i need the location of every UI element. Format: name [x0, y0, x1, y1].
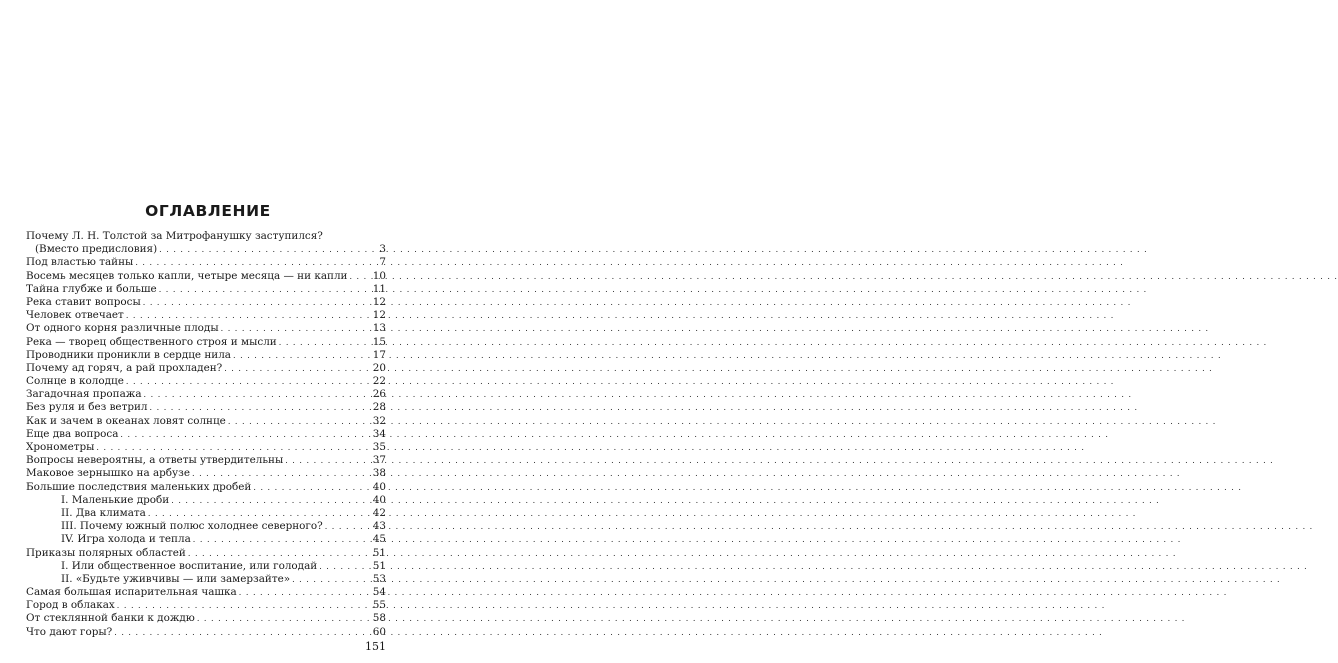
toc-entry-page: 15	[372, 335, 386, 348]
toc-leader	[114, 626, 371, 639]
toc-entry-page: 60	[372, 625, 386, 638]
toc-subentry	[26, 573, 386, 586]
toc-entry-title: Почему Л. Н. Толстой за Митрофанушку заступился?	[26, 230, 323, 242]
toc-entry	[26, 586, 386, 599]
table-of-contents	[26, 230, 386, 639]
toc-entry-title: Солнце в колодце	[26, 375, 124, 388]
toc-entry	[26, 230, 386, 243]
toc-leader	[192, 467, 371, 480]
toc-entry	[26, 612, 386, 625]
toc-entry-page: 12	[372, 309, 386, 322]
toc-entry-title: Человек отвечает	[26, 309, 124, 322]
toc-entry-page: 26	[372, 388, 386, 401]
toc-entry-title: Почему ад горяч, а рай прохладен?	[26, 361, 223, 374]
toc-entry	[26, 243, 386, 256]
toc-entry-title: Приказы полярных областей	[26, 546, 186, 559]
toc-entry-page: 11	[372, 282, 386, 295]
page-number: 151	[365, 640, 386, 653]
toc-leader	[193, 533, 371, 546]
toc-entry-page: 12	[372, 295, 386, 308]
toc-entry-title: От стеклянной банки к дождю	[26, 612, 195, 625]
toc-entry-page: 20	[372, 361, 386, 374]
toc-entry-title: I. Маленькие дроби	[61, 493, 170, 506]
toc-subentry	[26, 533, 386, 546]
toc-leader	[233, 349, 371, 362]
toc-entry-title: От одного корня различные плоды	[26, 322, 219, 335]
toc-leader	[221, 322, 371, 335]
toc-entry-title: Загадочная пропажа	[26, 388, 142, 401]
toc-leader	[120, 428, 370, 441]
toc-subentry	[26, 520, 386, 533]
toc-entry-title: Маковое зернышко на арбузе	[26, 467, 190, 480]
toc-subentry	[26, 560, 386, 573]
toc-entry	[26, 296, 386, 309]
toc-entry-page: 28	[372, 401, 386, 414]
toc-entry	[26, 415, 386, 428]
toc-leader	[171, 494, 371, 507]
toc-leader	[188, 547, 371, 560]
toc-leader	[135, 256, 372, 269]
toc-leader	[143, 296, 371, 309]
toc-entry-page: 37	[372, 454, 386, 467]
toc-entry-page: 40	[372, 493, 386, 506]
toc-entry	[26, 547, 386, 560]
toc-entry-page: 45	[372, 533, 386, 546]
toc-entry-title: Большие последствия маленьких дробей	[26, 480, 252, 493]
toc-entry-page: 13	[372, 322, 386, 335]
toc-entry-page: 53	[372, 572, 386, 585]
toc-entry-title: Как и зачем в океанах ловят солнце	[26, 414, 226, 427]
toc-entry-page: 51	[372, 559, 386, 572]
toc-entry	[26, 599, 386, 612]
toc-entry	[26, 388, 386, 401]
toc-leader	[349, 270, 370, 283]
toc-entry	[26, 309, 386, 322]
toc-entry	[26, 467, 386, 480]
toc-entry-title: Река — творец общественного строя и мысли	[26, 335, 277, 348]
toc-entry-page: 35	[372, 441, 386, 453]
toc-entry	[26, 481, 386, 494]
toc-leader	[159, 243, 372, 256]
toc-entry-page: 32	[372, 414, 386, 427]
toc-leader	[279, 336, 371, 349]
toc-entry	[26, 349, 386, 362]
toc-entry	[26, 362, 386, 375]
toc-entry-page: 54	[372, 586, 386, 599]
toc-entry-page: 7	[379, 256, 386, 269]
page-title: ОГЛАВЛЕНИЕ	[145, 202, 271, 220]
toc-leader	[319, 560, 371, 573]
toc-entry-title: Еще два вопроса	[26, 427, 119, 440]
toc-leader	[126, 375, 371, 388]
toc-leader	[117, 599, 371, 612]
toc-entry-title: Под властью тайны	[26, 256, 134, 269]
toc-entry-page: 17	[372, 348, 386, 361]
toc-entry-page: 51	[372, 546, 386, 559]
toc-leader	[239, 586, 371, 599]
toc-entry	[26, 256, 386, 269]
toc-leader	[325, 520, 371, 533]
toc-leader	[126, 309, 371, 322]
toc-entry	[26, 454, 386, 467]
toc-subentry	[26, 494, 386, 507]
toc-entry-page: 42	[372, 506, 386, 519]
toc-entry-title: Хронометры	[26, 441, 95, 453]
toc-entry	[26, 270, 386, 283]
toc-leader	[150, 401, 371, 414]
toc-leader	[285, 454, 371, 467]
toc-entry	[26, 322, 386, 335]
toc-entry-title: III. Почему южный полюс холоднее северного?	[61, 520, 323, 533]
toc-entry-title: II. Два климата	[61, 506, 146, 519]
toc-entry-title: Без руля и без ветрил	[26, 401, 148, 414]
toc-entry-page: 55	[372, 599, 386, 612]
toc-leader	[224, 362, 371, 375]
toc-entry-page: 10	[372, 269, 386, 282]
toc-entry-title: II. «Будьте уживчивы — или замерзайте»	[61, 572, 291, 585]
toc-leader	[144, 388, 371, 401]
toc-entry-title: IV. Игра холода и тепла	[61, 533, 191, 546]
toc-entry-title: Вопросы невероятны, а ответы утвердительны	[26, 454, 284, 467]
toc-leader	[253, 481, 370, 494]
toc-leader	[197, 612, 371, 625]
toc-entry-page: 34	[372, 427, 386, 440]
toc-entry	[26, 401, 386, 414]
toc-entry-title: Самая большая испарительная чашка	[26, 586, 237, 599]
toc-leader	[228, 415, 371, 428]
toc-entry-title: (Вместо предисловия)	[35, 243, 158, 256]
toc-entry	[26, 626, 386, 639]
toc-entry	[26, 283, 386, 296]
toc-entry-page: 40	[372, 480, 386, 493]
toc-entry-title: Восемь месяцев только капли, четыре месяца — ни капли	[26, 269, 348, 282]
toc-leader	[292, 573, 371, 586]
toc-entry	[26, 375, 386, 388]
toc-entry-page: 22	[372, 375, 386, 388]
toc-entry	[26, 428, 386, 441]
toc-entry-page: 38	[372, 467, 386, 480]
toc-entry-title: Проводники проникли в сердце нила	[26, 348, 232, 361]
toc-leader	[148, 507, 371, 520]
toc-entry-title: Что дают горы?	[26, 625, 113, 638]
toc-subentry	[26, 507, 386, 520]
toc-entry-page: 3	[379, 243, 386, 256]
toc-entry-title: Город в облаках	[26, 599, 115, 612]
toc-leader	[96, 441, 370, 454]
toc-entry-page: 58	[372, 612, 386, 625]
toc-entry	[26, 441, 386, 454]
toc-entry-title: I. Или общественное воспитание, или голодай	[61, 559, 318, 572]
toc-entry-page: 43	[372, 520, 386, 533]
toc-entry-title: Река ставит вопросы	[26, 295, 141, 308]
toc-leader	[159, 283, 371, 296]
toc-entry-title: Тайна глубже и больше	[26, 282, 157, 295]
toc-entry	[26, 336, 386, 349]
